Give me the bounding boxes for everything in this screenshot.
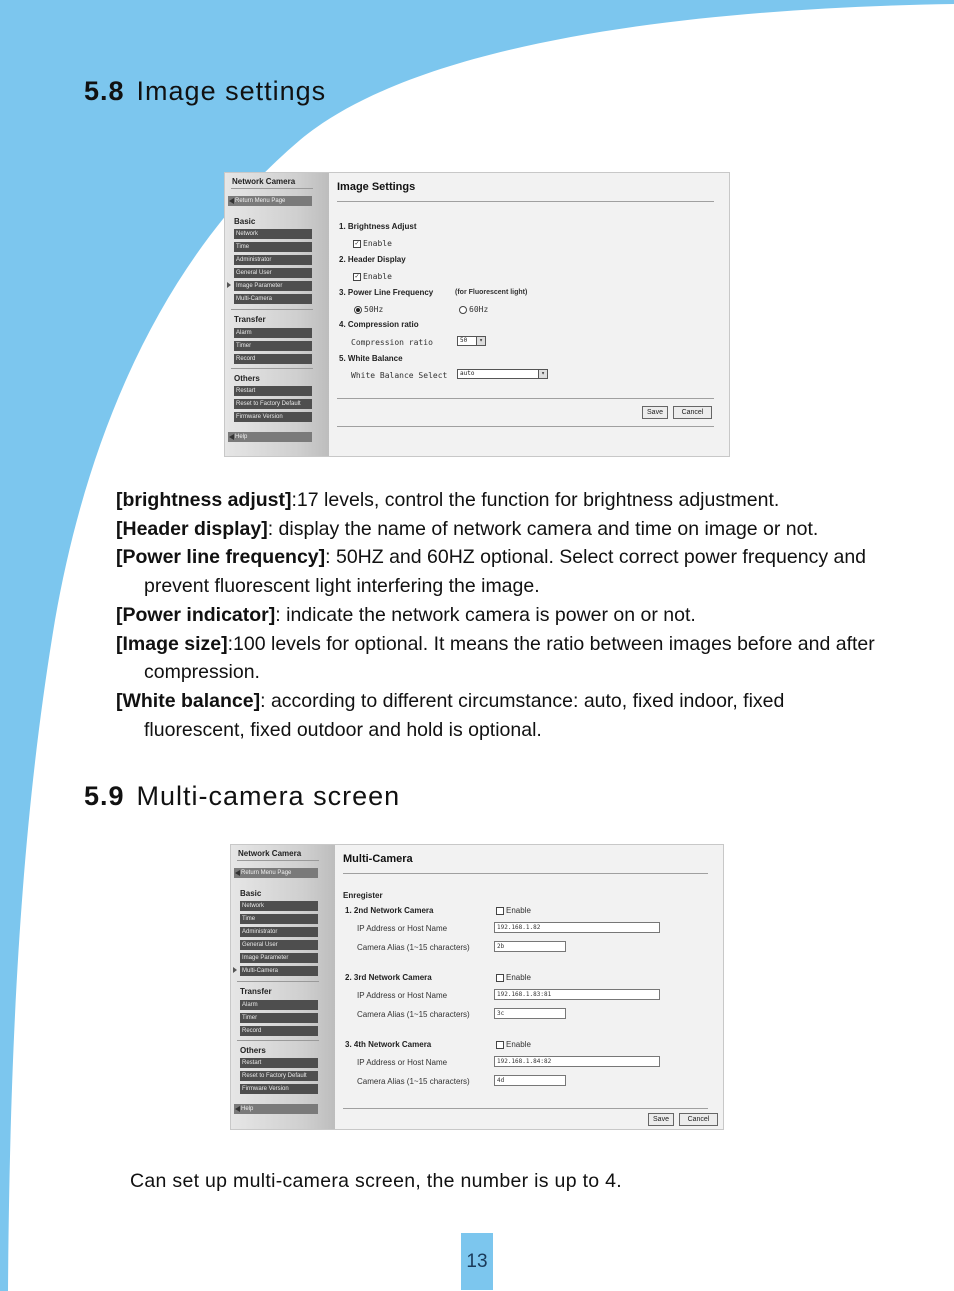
description-line — [116, 601, 886, 630]
description-text: :17 levels, control the function for brightness adjustment. — [291, 489, 780, 511]
divider — [343, 873, 708, 874]
sidebar-item-time[interactable]: Time — [240, 914, 318, 924]
camera-2-enable-checkbox[interactable] — [496, 907, 504, 915]
divider — [231, 368, 313, 369]
save-button[interactable]: Save — [642, 406, 668, 419]
freq-60hz-label: 60Hz — [469, 305, 489, 314]
header-display-enable-label: Enable — [363, 272, 392, 281]
multi-camera-panel — [337, 845, 723, 1129]
basic-heading: Basic — [240, 889, 262, 898]
help-link[interactable]: Help — [228, 432, 312, 442]
others-heading: Others — [240, 1046, 266, 1055]
sidebar-item-image-parameter[interactable]: Image Parameter — [240, 953, 318, 963]
chevron-down-icon: ▾ — [476, 337, 485, 345]
camera-3-enable-checkbox[interactable] — [496, 974, 504, 982]
freq-50hz-radio[interactable] — [354, 306, 362, 314]
sidebar-item-image-parameter[interactable]: Image Parameter — [234, 281, 312, 291]
power-line-frequency-label: 3. Power Line Frequency — [339, 288, 434, 297]
ip-address-label: IP Address or Host Name — [357, 1058, 448, 1067]
camera-4-label: 3. 4th Network Camera — [345, 1040, 432, 1049]
divider — [237, 860, 319, 861]
freq-50hz-label: 50Hz — [364, 305, 384, 314]
sidebar-item-administrator[interactable]: Administrator — [240, 927, 318, 937]
divider — [337, 426, 714, 427]
multi-camera-screenshot — [230, 844, 724, 1130]
description-text: :100 levels for optional. It means the ratio between images before and after compression. — [144, 632, 875, 684]
camera-3-alias-input[interactable]: 3c — [494, 1008, 566, 1019]
divider — [337, 201, 714, 202]
return-menu-link[interactable]: Return Menu Page — [234, 868, 318, 878]
sidebar-item-alarm[interactable]: Alarm — [234, 328, 312, 338]
camera-alias-label: Camera Alias (1~15 characters) — [357, 1010, 470, 1019]
description-line — [116, 515, 886, 544]
sidebar-item-reset-factory[interactable]: Reset to Factory Default — [240, 1071, 318, 1081]
cancel-button[interactable]: Cancel — [679, 1113, 718, 1126]
sidebar-title: Network Camera — [232, 177, 296, 186]
camera-3-label: 2. 3rd Network Camera — [345, 973, 432, 982]
section-title-multi-camera — [84, 781, 400, 812]
divider — [237, 981, 319, 982]
camera-alias-label: Camera Alias (1~15 characters) — [357, 943, 470, 952]
image-settings-panel — [331, 173, 729, 456]
basic-heading: Basic — [234, 217, 256, 226]
sidebar — [231, 845, 335, 1129]
current-page-arrow-icon — [227, 282, 231, 288]
description-term: [Image size] — [116, 632, 228, 655]
camera-4-alias-input[interactable]: 4d — [494, 1075, 566, 1086]
sidebar-item-restart[interactable]: Restart — [234, 386, 312, 396]
description-text: : display the name of network camera and time on image or not. — [267, 517, 819, 540]
description-text: : 50HZ and 60HZ optional. Select correct power frequency and prevent fluorescent light interfering the image. — [144, 546, 867, 598]
camera-4-enable-checkbox[interactable] — [496, 1041, 504, 1049]
sidebar-item-network[interactable]: Network — [234, 229, 312, 239]
ip-address-label: IP Address or Host Name — [357, 924, 448, 933]
brightness-enable-checkbox[interactable]: ✓ — [354, 241, 360, 247]
description-line — [116, 486, 886, 515]
section-number: 5.9 — [84, 781, 125, 811]
section-number: 5.8 — [84, 76, 125, 106]
transfer-heading: Transfer — [234, 315, 266, 324]
description-term: [Header display] — [116, 517, 268, 540]
camera-2-alias-input[interactable]: 2b — [494, 941, 566, 952]
page-number: 13 — [461, 1233, 493, 1290]
camera-2-label: 1. 2nd Network Camera — [345, 906, 434, 915]
divider — [337, 398, 714, 399]
help-link[interactable]: Help — [234, 1104, 318, 1114]
sidebar-item-firmware-version[interactable]: Firmware Version — [240, 1084, 318, 1094]
sidebar-item-timer[interactable]: Timer — [240, 1013, 318, 1023]
description-term: [White balance] — [116, 689, 261, 712]
enregister-heading: Enregister — [343, 891, 383, 900]
chevron-down-icon: ▾ — [538, 370, 547, 378]
description-term: [brightness adjust] — [116, 489, 292, 511]
sidebar-item-restart[interactable]: Restart — [240, 1058, 318, 1068]
sidebar-item-timer[interactable]: Timer — [234, 341, 312, 351]
sidebar-title: Network Camera — [238, 849, 302, 858]
current-page-arrow-icon — [233, 967, 237, 973]
section-title-image-settings — [84, 76, 326, 107]
others-heading: Others — [234, 374, 260, 383]
description-term: [Power indicator] — [116, 603, 276, 626]
ip-address-label: IP Address or Host Name — [357, 991, 448, 1000]
camera-4-ip-input[interactable]: 192.168.1.84:82 — [494, 1056, 660, 1067]
sidebar-item-multi-camera[interactable]: Multi-Camera — [234, 294, 312, 304]
sidebar-item-reset-factory[interactable]: Reset to Factory Default — [234, 399, 312, 409]
description-text: : according to different circumstance: auto, fixed indoor, fixed fluorescent, fixed outdoor and hold is optional. — [144, 689, 785, 741]
panel-title: Multi-Camera — [343, 853, 413, 865]
field-descriptions — [116, 486, 886, 744]
header-display-label: 2. Header Display — [339, 255, 406, 264]
fluorescent-note: (for Fluorescent light) — [455, 289, 528, 296]
header-display-enable-checkbox[interactable]: ✓ — [354, 274, 360, 280]
camera-4-enable-label: Enable — [506, 1040, 531, 1049]
section-title-text: Image settings — [136, 76, 327, 106]
camera-2-enable-label: Enable — [506, 906, 531, 915]
compression-ratio-label: Compression ratio — [351, 338, 433, 347]
compression-ratio-heading: 4. Compression ratio — [339, 320, 419, 329]
sidebar-item-alarm[interactable]: Alarm — [240, 1000, 318, 1010]
sidebar-item-firmware-version[interactable]: Firmware Version — [234, 412, 312, 422]
white-balance-heading: 5. White Balance — [339, 354, 403, 363]
save-button[interactable]: Save — [648, 1113, 674, 1126]
transfer-heading: Transfer — [240, 987, 272, 996]
panel-title: Image Settings — [337, 181, 416, 193]
camera-3-ip-input[interactable]: 192.168.1.83:81 — [494, 989, 660, 1000]
description-line — [116, 543, 886, 600]
sidebar-item-network[interactable]: Network — [240, 901, 318, 911]
sidebar-item-record[interactable]: Record — [234, 354, 312, 364]
multi-camera-caption: Can set up multi-camera screen, the number is up to 4. — [130, 1170, 623, 1192]
description-line — [116, 687, 886, 744]
camera-2-ip-input[interactable]: 192.168.1.82 — [494, 922, 660, 933]
sidebar-item-record[interactable]: Record — [240, 1026, 318, 1036]
description-text: : indicate the network camera is power on or not. — [275, 603, 696, 626]
image-settings-screenshot — [224, 172, 730, 457]
divider — [231, 309, 313, 310]
white-balance-label: White Balance Select — [351, 371, 448, 380]
divider — [237, 1040, 319, 1041]
brightness-adjust-label: 1. Brightness Adjust — [339, 222, 417, 231]
sidebar-item-time[interactable]: Time — [234, 242, 312, 252]
compression-ratio-select[interactable] — [457, 336, 486, 346]
camera-alias-label: Camera Alias (1~15 characters) — [357, 1077, 470, 1086]
white-balance-select[interactable] — [457, 369, 548, 379]
brightness-enable-label: Enable — [363, 239, 392, 248]
divider — [343, 1108, 708, 1109]
sidebar — [225, 173, 329, 456]
cancel-button[interactable]: Cancel — [673, 406, 712, 419]
description-line — [116, 630, 886, 687]
divider — [231, 188, 313, 189]
return-menu-link[interactable]: Return Menu Page — [228, 196, 312, 206]
camera-3-enable-label: Enable — [506, 973, 531, 982]
freq-60hz-radio[interactable] — [459, 306, 467, 314]
white-balance-value: auto — [460, 370, 475, 377]
sidebar-item-general-user[interactable]: General User — [240, 940, 318, 950]
section-title-text: Multi-camera screen — [136, 781, 401, 811]
sidebar-item-general-user[interactable]: General User — [234, 268, 312, 278]
compression-ratio-value: 50 — [460, 337, 468, 344]
description-term: [Power line frequency] — [116, 546, 326, 569]
sidebar-item-administrator[interactable]: Administrator — [234, 255, 312, 265]
sidebar-item-multi-camera[interactable]: Multi-Camera — [240, 966, 318, 976]
